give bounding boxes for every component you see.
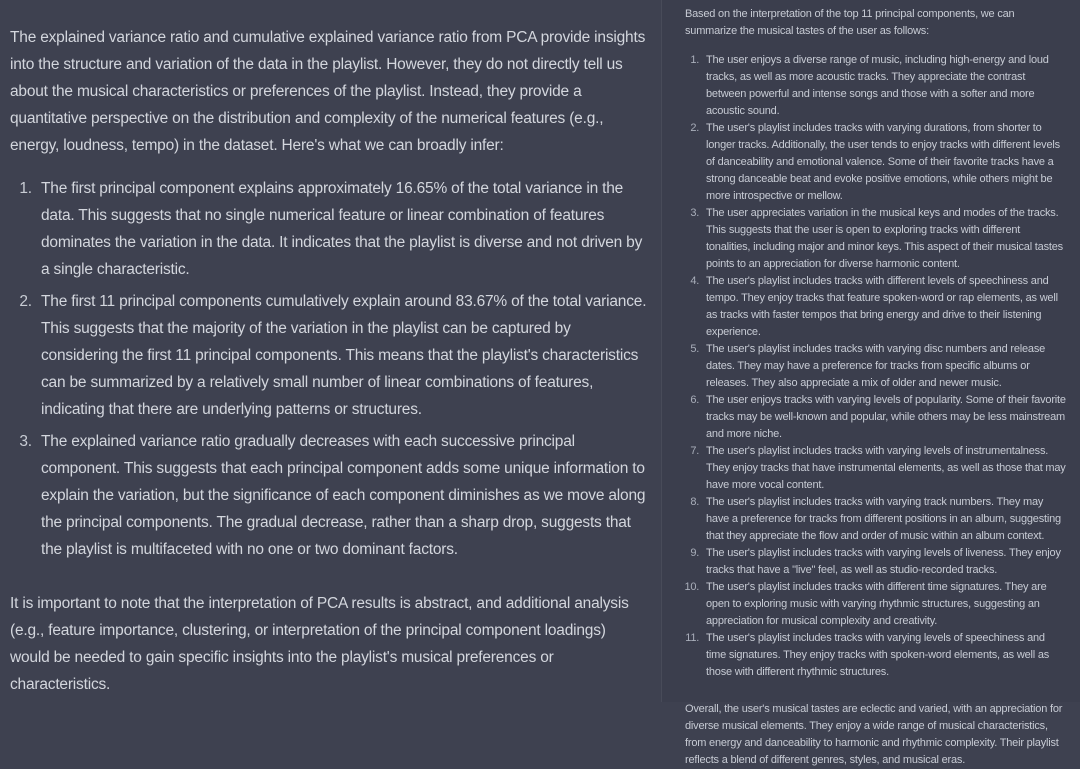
list-item: 1. The user enjoys a diverse range of music, including high-energy and loud tracks, as well as more acoustic tracks. They appreciate the contrast between powerful and intense songs and those with a softer and more acoustic sound. — [702, 52, 1066, 120]
pca-numbered-list — [10, 175, 649, 563]
tastes-outro-paragraph: Overall, the user's musical tastes are eclectic and varied, with an appreciation for diverse musical elements. They enjoy a wide range of musical characteristics, from energy and danceability to harmonic and rhythmic complexity. Their playlist reflects a blend of different genres, styles, and musical eras. — [685, 703, 1063, 766]
list-item: 8. The user's playlist includes tracks with varying track numbers. They may have a preference for tracks from different positions in an album, suggesting that they appreciate the flow and order of music within an album context. — [702, 494, 1066, 545]
tastes-numbered-list — [685, 52, 1066, 681]
list-item: 10. The user's playlist includes tracks with different time signatures. They are open to exploring music with varying rhythmic structures, suggesting an appreciation for musical complexity and creativity. — [702, 579, 1066, 630]
pca-outro-paragraph: It is important to note that the interpretation of PCA results is abstract, and additional analysis (e.g., feature importance, clustering, or interpretation of the principal component loadings) would be needed to gain specific insights into the playlist's musical preferences or characteristics. — [10, 595, 629, 693]
list-item: 1. The first principal component explains approximately 16.65% of the total variance in the data. This suggests that no single numerical feature or linear combination of features dominates the variation in the data. It indicates that the playlist is diverse and not driven by a single characteristic. — [36, 175, 649, 283]
list-item: 3. The user appreciates variation in the musical keys and modes of the tracks. This suggests that the user is open to exploring tracks with different tonalities, including major and minor keys. This aspect of their musical tastes points to an appreciation for diverse harmonic content. — [702, 205, 1066, 273]
list-item: 4. The user's playlist includes tracks with different levels of speechiness and tempo. They enjoy tracks that feature spoken-word or rap elements, as well as tracks with faster tempos that bring energy and drive to their listening experience. — [702, 273, 1066, 341]
list-item: 3. The explained variance ratio gradually decreases with each successive principal component. This suggests that each principal component adds some unique information to explain the variation, but the significance of each component diminishes as we move along the principal components. The gradual decrease, rather than a sharp drop, suggests that the playlist is multifaceted with no one or two dominant factors. — [36, 428, 649, 563]
musical-tastes-panel — [661, 0, 1080, 766]
list-item: 2. The first 11 principal components cumulatively explain around 83.67% of the total variance. This suggests that the majority of the variation in the playlist can be captured by considering the first 11 principal components. This means that the playlist's characteristics can be summarized by a relatively small number of linear combinations of features, indicating that there are underlying patterns or structures. — [36, 288, 649, 423]
list-item: 5. The user's playlist includes tracks with varying disc numbers and release dates. They may have a preference for tracks from specific albums or releases. They also appreciate a mix of older and newer music. — [702, 341, 1066, 392]
tastes-intro-paragraph: Based on the interpretation of the top 11 principal components, we can summarize the musical tastes of the user as follows: — [685, 8, 1015, 37]
list-item: 7. The user's playlist includes tracks with varying levels of instrumentalness. They enjoy tracks that have instrumental elements, as well as those that may have more vocal content. — [702, 443, 1066, 494]
list-item: 6. The user enjoys tracks with varying levels of popularity. Some of their favorite tracks may be well-known and popular, while others may be less mainstream and more niche. — [702, 392, 1066, 443]
list-item: 11. The user's playlist includes tracks with varying levels of speechiness and time signatures. They enjoy tracks with spoken-word elements, as well as those with different rhythmic structures. — [702, 630, 1066, 681]
list-item: 2. The user's playlist includes tracks with varying durations, from shorter to longer tracks. Additionally, the user tends to enjoy tracks with different levels of danceability and emotional valence. Some of their favorite tracks have a strong danceable beat and evoke positive emotions, while others might be more introspective or mellow. — [702, 120, 1066, 205]
pca-intro-paragraph: The explained variance ratio and cumulative explained variance ratio from PCA provide insights into the structure and variation of the data in the playlist. However, they do not directly tell us about the musical characteristics or preferences of the playlist. Instead, they provide a quantitative perspective on the distribution and complexity of the numerical features (e.g., energy, loudness, tempo) in the dataset. Here's what we can broadly infer: — [10, 29, 646, 154]
list-item: 9. The user's playlist includes tracks with varying levels of liveness. They enjoy tracks that have a "live" feel, as well as studio-recorded tracks. — [702, 545, 1066, 579]
